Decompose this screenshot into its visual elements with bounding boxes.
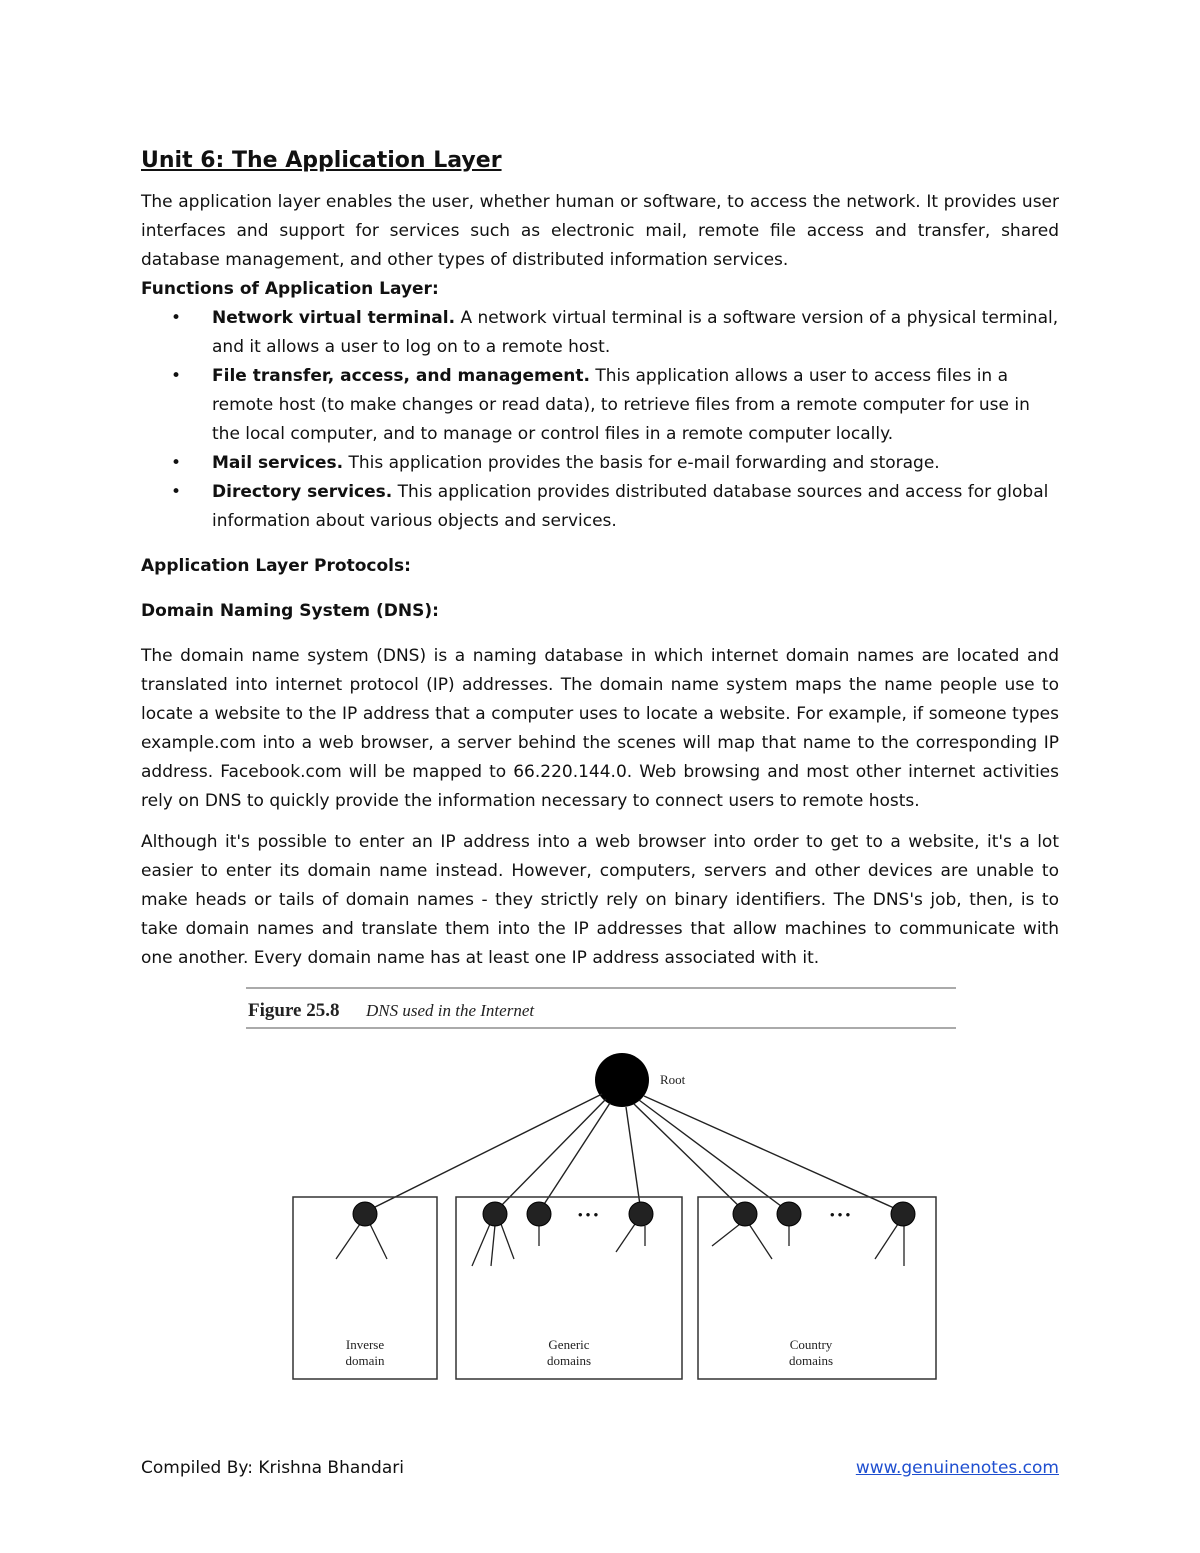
list-item [141, 362, 1059, 449]
edge [639, 1100, 789, 1212]
functions-heading: Functions of Application Layer: [141, 279, 439, 299]
figure-caption: DNS used in the Internet [366, 1001, 535, 1020]
function-text: This application provides distributed database sources and access for global information about various objects and services. [212, 482, 1049, 531]
dns-paragraph-2: Although it's possible to enter an IP address into a web browser into order to get to a website, it's a lot easier to enter its domain name instead. However, computers, servers and other devices are unable to make heads or tails of domain names - they strictly rely on binary identifiers. The DNS's job, then, is to take domain names and translate them into the IP addresses that allow machines to communicate with one another. Every domain name has at least one IP address associated with it. [141, 832, 1059, 968]
root-edges [365, 1094, 903, 1212]
box-label: domains [546, 1353, 592, 1368]
box-label: domains [788, 1353, 834, 1368]
function-term: File transfer, access, and management. [212, 366, 590, 386]
bullet-icon: • [171, 453, 182, 473]
footer-compiled-by: Compiled By: Krishna Bhandari [141, 1458, 404, 1478]
tree-node [527, 1202, 551, 1226]
list-item [141, 449, 1059, 478]
bullet-icon: • [171, 308, 182, 328]
edge [644, 1096, 903, 1212]
root-label: Root [660, 1072, 686, 1087]
box-label: domain [345, 1353, 385, 1368]
function-term: Network virtual terminal. [212, 308, 456, 328]
functions-list [141, 304, 1059, 536]
tree-node [891, 1202, 915, 1226]
tree-node [353, 1202, 377, 1226]
intro-paragraph: The application layer enables the user, whether human or software, to access the network. It provides user interfaces and support for services such as electronic mail, remote file access and transfer, shared database management, and other types of distributed information services. [141, 192, 1059, 270]
box-label: Country [789, 1337, 833, 1352]
list-item [141, 478, 1059, 536]
function-text: This application provides the basis for e-mail forwarding and storage. [343, 453, 940, 473]
function-text: A network virtual terminal is a software version of a physical terminal, and it allows a user to log on to a remote host. [212, 308, 1059, 357]
child-edges [336, 1224, 904, 1266]
tree-node [629, 1202, 653, 1226]
list-item [141, 304, 1059, 362]
bullet-icon: • [171, 482, 182, 502]
ellipsis: • • • [830, 1207, 851, 1222]
bullet-icon: • [171, 366, 182, 386]
function-term: Mail services. [212, 453, 344, 473]
figure-number: Figure 25.8 [248, 1000, 340, 1021]
dns-tree-diagram [244, 984, 960, 1384]
edge [365, 1094, 602, 1212]
dns-figure [244, 984, 960, 1384]
root-node [595, 1053, 649, 1107]
box-label: Inverse [345, 1337, 385, 1352]
function-term: Directory services. [212, 482, 393, 502]
edge [634, 1104, 745, 1212]
footer-website-link[interactable]: www.genuinenotes.com [855, 1458, 1059, 1478]
tree-node [733, 1202, 757, 1226]
tree-node [483, 1202, 507, 1226]
protocols-heading: Application Layer Protocols: [141, 556, 411, 576]
function-text: This application allows a user to access files in a remote host (to make changes or read data), to retrieve files from a remote computer for use in the local computer, and to manage or control files in a remote computer locally. [212, 366, 1030, 444]
page-title: Unit 6: The Application Layer [141, 148, 502, 173]
dns-heading: Domain Naming System (DNS): [141, 601, 439, 621]
main-content [141, 144, 1059, 973]
dns-paragraph-1: The domain name system (DNS) is a naming database in which internet domain names are located and translated into internet protocol (IP) addresses. The domain name system maps the name people use to locate a website to the IP address that a computer uses to locate a website. For example, if someone types example.com into a web browser, a server behind the scenes will map that name to the corresponding IP address. Facebook.com will be mapped to 66.220.144.0. Web browsing and most other internet activities rely on DNS to quickly provide the information necessary to connect users to remote hosts. [141, 646, 1059, 811]
box-label: Generic [548, 1337, 590, 1352]
tree-node [777, 1202, 801, 1226]
ellipsis: • • • [578, 1207, 599, 1222]
